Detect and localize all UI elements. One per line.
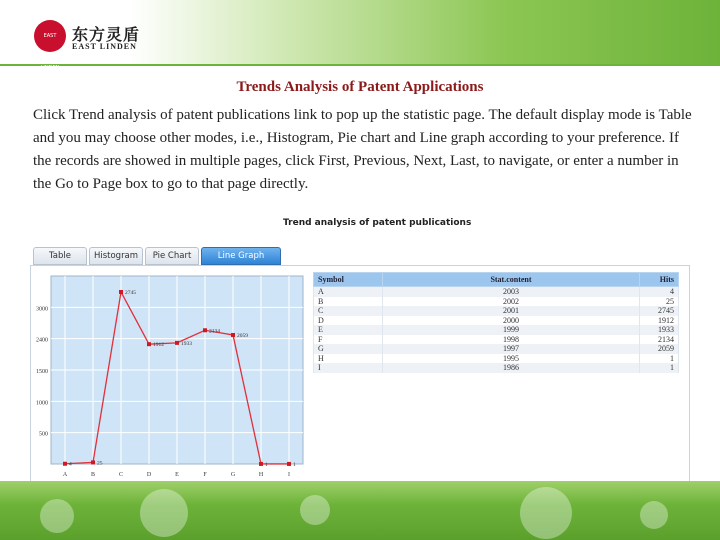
x-tick-label: I [288,472,290,478]
table-row [314,306,679,316]
cell-symbol: H [314,354,383,364]
x-tick-label: E [175,472,179,478]
tab-table[interactable]: Table [33,247,87,265]
cell-hits: 2134 [640,335,679,345]
tab-line-graph[interactable]: Line Graph [201,247,281,265]
x-tick-label: B [90,472,96,478]
cell-content: 1999 [383,325,640,335]
data-point [119,290,123,294]
line-chart [31,266,313,493]
data-label: 25 [97,460,103,467]
data-label: 1 [293,461,296,468]
x-tick-label: A [62,472,68,478]
x-tick-label: H [258,472,264,478]
data-label: 2134 [209,328,220,335]
statistics-table [313,272,679,373]
cell-symbol: G [314,344,383,354]
tab-histogram[interactable]: Histogram [89,247,143,265]
column-header-stat-content: Stat.content [383,273,640,287]
cell-symbol: I [314,363,383,373]
flower-decoration [520,487,572,539]
table-row [314,363,679,373]
column-header-symbol: Symbol [314,273,383,287]
table-row [314,325,679,335]
table-row [314,316,679,326]
cell-hits: 1 [640,363,679,373]
data-point [175,341,179,345]
screenshot-title: Trend analysis of patent publications [283,218,472,228]
flower-decoration [640,501,668,529]
cell-content: 1997 [383,344,640,354]
cell-hits: 1933 [640,325,679,335]
table-row [314,354,679,364]
cell-symbol: B [314,297,383,307]
flower-decoration [140,489,188,537]
logo-badge-text: EAST LINDEN [40,33,60,71]
data-point [63,462,67,466]
cell-symbol: A [314,287,383,297]
cell-content: 2000 [383,316,640,326]
header-banner [0,0,720,71]
data-label: 1 [265,461,268,468]
logo-chinese-name: 东方灵盾 [72,25,141,44]
data-point [203,328,207,332]
y-tick-label: 2400 [36,337,48,344]
cell-hits: 2745 [640,306,679,316]
cell-hits: 25 [640,297,679,307]
data-label: 4 [69,461,72,468]
flower-decoration [40,499,74,533]
table-header-row [314,273,679,287]
cell-content: 2002 [383,297,640,307]
cell-content: 2003 [383,287,640,297]
header-rule [0,64,720,66]
slide-paragraph: Click Trend analysis of patent publications link to pop up the statistic page. The default display mode is Table and you may choose other modes, i.e., Histogram, Pie chart and Line graph according to your preference. If the records are showed in multiple pages, click First, Previous, Next, Last, to navigate, or enter a number in the Go to Page box to go to that page directly. [33,107,692,192]
cell-symbol: E [314,325,383,335]
logo-english-name: EAST LINDEN [72,42,137,51]
statistics-panel [30,265,690,494]
data-label: 2745 [125,289,136,296]
data-point [147,342,151,346]
table-row [314,287,679,297]
data-label: 2059 [237,332,248,339]
cell-symbol: D [314,316,383,326]
cell-symbol: C [314,306,383,316]
x-tick-label: F [203,472,207,478]
data-point [91,460,95,464]
cell-hits: 1912 [640,316,679,326]
slide-title: Trends Analysis of Patent Applications [236,79,484,95]
logo-badge-icon [34,20,66,71]
table-row [314,344,679,354]
cell-content: 2001 [383,306,640,316]
data-point [231,333,235,337]
x-tick-label: C [118,472,124,478]
y-tick-label: 3000 [36,306,48,313]
cell-symbol: F [314,335,383,345]
flower-decoration [300,495,330,525]
data-label: 1933 [181,340,192,347]
cell-hits: 2059 [640,344,679,354]
column-header-hits: Hits [640,273,679,287]
cell-hits: 1 [640,354,679,364]
x-tick-label: D [146,472,152,478]
data-point [259,462,263,466]
data-label: 1912 [153,342,164,349]
statistics-table-container [313,272,679,373]
cell-content: 1998 [383,335,640,345]
table-row [314,335,679,345]
cell-content: 1995 [383,354,640,364]
y-tick-label: 1500 [36,369,48,375]
data-point [287,462,291,466]
cell-content: 1986 [383,363,640,373]
footer-banner [0,481,720,540]
tab-pie-chart[interactable]: Pie Chart [145,247,199,265]
x-tick-label: G [230,472,236,478]
table-row [314,297,679,307]
y-tick-label: 1000 [36,400,48,407]
y-tick-label: 500 [39,431,48,438]
cell-hits: 4 [640,287,679,297]
